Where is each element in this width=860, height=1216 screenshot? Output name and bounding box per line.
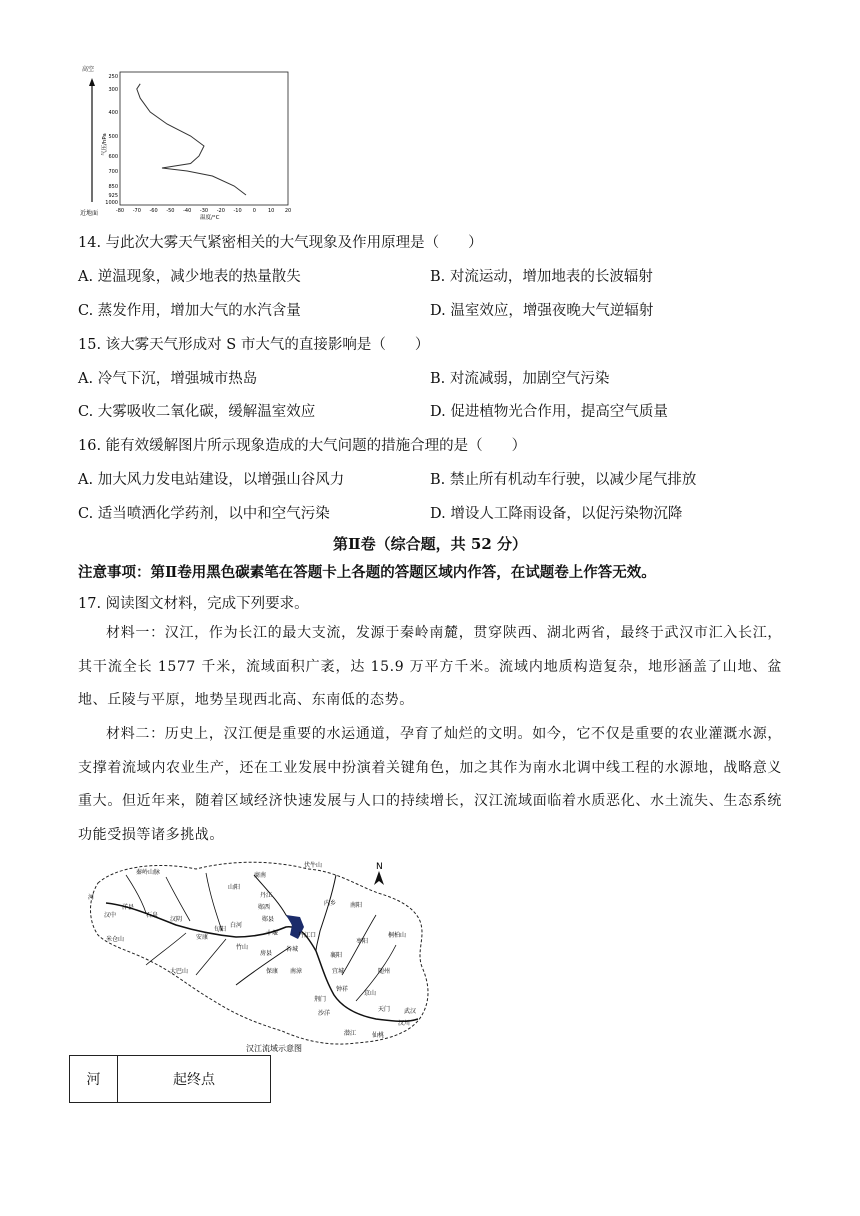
map-label-shanyang: 山阳 (228, 884, 241, 891)
y-tick-label: 600 (108, 154, 118, 160)
material-two: 材料二：历史上，汉江便是重要的水运通道，孕育了灿烂的文明。如今，它不仅是重要的农业灌溉水源，支撑着流域内农业生产，还在工业发展中扮演着关键角色，加之其作为南水北调中线工程的水源地，战略意义重大。但近年来，随着区域经济快速发展与人口的持续增长，汉江流域面临着水质恶化、水土流失、生态系统功能受损等诸多挑战。 (78, 726, 782, 843)
north-arrow-label: N (376, 862, 383, 872)
temperature-profile-chart (76, 62, 296, 222)
question-17-stem: 17. 阅读图文材料，完成下列要求。 (78, 596, 309, 612)
map-label-zhongxiang: 钟祥 (336, 986, 349, 993)
map-label-wuhan: 武汉 (404, 1008, 417, 1015)
x-ticks (116, 208, 291, 214)
chart-bottom-label: 近地面 (80, 210, 99, 217)
x-tick-label: -70 (132, 208, 141, 214)
map-label-suizhou: 随州 (378, 968, 391, 975)
table-row (70, 1056, 271, 1103)
map-label-jingmen: 荆门 (314, 996, 327, 1003)
temperature-line (137, 84, 246, 195)
map-label-qianjiang: 潜江 (344, 1030, 357, 1037)
map-label-baihe: 白河 (230, 922, 243, 929)
branch-river-3 (206, 873, 222, 931)
y-axis-label: 气压/hPa (102, 133, 108, 156)
map-label-fangxian: 房县 (260, 950, 273, 957)
hanjiang-basin-map (86, 855, 436, 1055)
tangbai-river (316, 875, 336, 951)
map-label-baokang: 保康 (266, 968, 279, 975)
section-title: 第Ⅱ卷（综合题，共 52 分） (333, 535, 527, 553)
branch-river-5 (196, 939, 226, 975)
map-label-nanyang: 南阳 (350, 902, 363, 909)
question-14-stem: 14. 与此次大雾天气紧密相关的大气现象及作用原理是（ ） (78, 235, 483, 251)
river-table (69, 1055, 271, 1103)
plot-frame (120, 72, 288, 205)
question-15-stem: 15. 该大雾天气形成对 S 市大气的直接影响是（ ） (78, 337, 430, 353)
map-label-hanchuan: 汉川 (398, 1020, 411, 1027)
map-label-yangxian: 洋县 (122, 904, 135, 911)
y-tick-label: 850 (108, 184, 118, 190)
question-16-option-b: B. 禁止所有机动车行驶，以减少尾气排放 (430, 472, 697, 488)
y-tick-label: 700 (108, 169, 118, 175)
y-tick-label: 925 (108, 193, 118, 199)
x-tick-label: -80 (115, 208, 125, 214)
question-16-option-c: C. 适当喷洒化学药剂，以中和空气污染 (78, 506, 330, 522)
table-cell-endpoints: 起终点 (118, 1056, 271, 1103)
question-14-option-c: C. 蒸发作用，增加大气的水汽含量 (78, 303, 301, 319)
question-15-option-a: A. 冷气下沉，增强城市热岛 (78, 371, 258, 387)
branch-river-4 (146, 933, 186, 965)
table-cell-river: 河 (70, 1056, 118, 1103)
x-axis-label: 温度/°C (200, 215, 220, 221)
map-label-dabashan: 大巴山 (170, 968, 189, 975)
map-label-he: 河 (88, 894, 95, 901)
chart-top-label: 高空 (82, 66, 95, 73)
branch-river-2 (166, 877, 190, 921)
y-tick-label: 300 (108, 87, 118, 93)
map-label-neixiang: 内乡 (324, 900, 337, 907)
section-notice: 注意事项：第Ⅱ卷用黑色碳素笔在答题卡上各题的答题区域内作答，在试题卷上作答无效。 (78, 564, 656, 581)
map-label-danjiangkou: 丹江口 (298, 932, 317, 939)
map-label-xiantao: 仙桃 (372, 1032, 385, 1039)
map-label-tongbaishan: 桐柏山 (388, 932, 407, 939)
map-label-hanyin: 汉阴 (170, 916, 183, 923)
x-tick-label: -40 (183, 208, 192, 214)
question-14-option-a: A. 逆温现象，减少地表的热量散失 (78, 269, 301, 285)
branch-river-6 (342, 915, 376, 975)
x-tick-label: 20 (284, 208, 292, 214)
map-label-hanzhong: 汉中 (104, 912, 117, 919)
map-label-jingshan: 京山 (364, 990, 377, 997)
y-tick-label: 250 (108, 74, 118, 80)
x-tick-label: -50 (166, 208, 175, 214)
map-label-zhushan: 竹山 (236, 944, 249, 951)
map-label-micangshan: 米仓山 (106, 936, 125, 943)
map-label-yunxi: 郧西 (258, 904, 271, 911)
x-tick-label: 0 (252, 208, 256, 214)
map-label-qinling: 秦岭山脉 (136, 869, 161, 876)
map-label-funiu: 伏牛山 (304, 862, 323, 869)
map-label-zaoyang: 枣阳 (356, 938, 369, 945)
map-label-danjiang: 丹江 (260, 892, 273, 899)
question-16-stem: 16. 能有效缓解图片所示现象造成的大气问题的措施合理的是（ ） (78, 438, 527, 454)
map-label-ankang: 安康 (196, 934, 209, 941)
question-16-option-d: D. 增设人工降雨设备，以促污染物沉降 (430, 506, 683, 522)
map-label-xunyang: 旬阳 (214, 926, 227, 933)
question-16-option-a: A. 加大风力发电站建设，以增强山谷风力 (78, 472, 345, 488)
map-label-shiyan: 十堰 (266, 930, 279, 937)
map-label-gucheng: 谷城 (286, 946, 299, 953)
y-tick-label: 1000 (105, 200, 118, 206)
map-label-yicheng: 宜城 (332, 968, 345, 975)
material-one: 材料一：汉江，作为长江的最大支流，发源于秦岭南麓，贯穿陕西、湖北两省，最终于武汉市汇入长江，其干流全长 1577 千米，流域面积广袤，达 15.9 万平方千米。流域内地质构造复杂，地形涵盖了山地、盆地、丘陵与平原，地势呈现西北高、东南低的态势。 (78, 625, 782, 708)
question-15-option-d: D. 促进植物光合作用，提高空气质量 (430, 404, 668, 420)
x-tick-label: -60 (149, 208, 158, 214)
x-tick-label: -20 (216, 208, 225, 214)
y-tick-label: 400 (108, 110, 118, 116)
map-label-yunxian: 郧县 (262, 916, 275, 923)
north-arrow-icon (374, 871, 384, 885)
question-14-option-d: D. 温室效应，增强夜晚大气逆辐射 (430, 303, 654, 319)
map-label-shiquan: 石泉 (146, 912, 159, 919)
question-15-option-c: C. 大雾吸收二氧化碳，缓解温室效应 (78, 404, 316, 420)
map-label-xiangyang: 襄阳 (330, 952, 343, 959)
x-tick-label: 10 (268, 208, 275, 214)
map-label-shangnan: 商南 (254, 872, 267, 879)
y-arrow-head (89, 78, 95, 86)
map-caption: 汉江流域示意图 (246, 1044, 302, 1053)
question-14-option-b: B. 对流运动，增加地表的长波辐射 (430, 269, 653, 285)
map-label-tianmen: 天门 (378, 1006, 391, 1013)
question-15-option-b: B. 对流减弱，加剧空气污染 (430, 371, 610, 387)
x-tick-label: -10 (233, 208, 242, 214)
x-tick-label: -30 (199, 208, 209, 214)
y-tick-label: 500 (108, 134, 118, 140)
map-label-nanzhang: 南漳 (290, 968, 303, 975)
map-label-shayang: 沙洋 (318, 1010, 331, 1017)
